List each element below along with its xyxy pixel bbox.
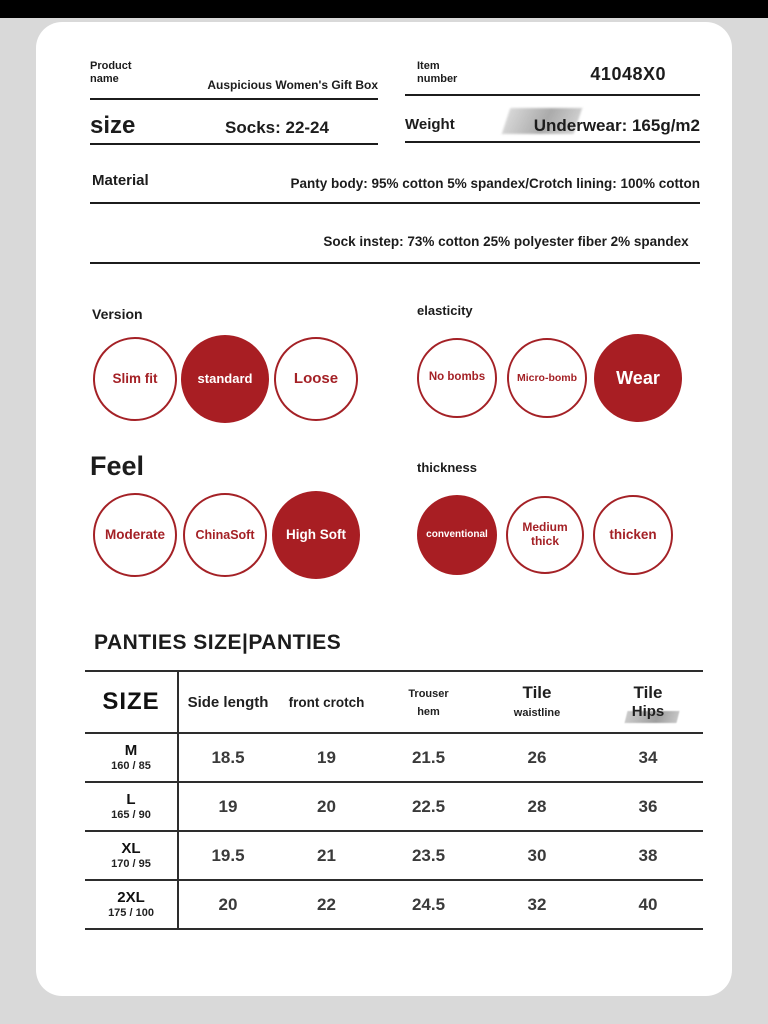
size-spec: 160 / 85 [111, 759, 151, 772]
size-cell [85, 831, 178, 880]
option-label: Slim fit [112, 371, 158, 387]
option-label: Micro-bomb [516, 371, 578, 384]
elasticity-option-wear [594, 334, 682, 422]
col-header-side-length: Side length [178, 671, 277, 733]
divider-line [90, 262, 700, 264]
option-label: ChinaSoft [195, 527, 255, 542]
col-header-text: Hips [631, 702, 665, 720]
table-row [85, 880, 703, 929]
option-label: High Soft [286, 527, 346, 543]
table-header-row [85, 671, 703, 733]
size-cell [85, 880, 178, 929]
elasticity-section-label: elasticity [417, 303, 473, 318]
thickness-section-label: thickness [417, 460, 477, 475]
material-label: Material [92, 172, 149, 189]
feel-option-moderate [93, 493, 177, 577]
size-label: size [90, 112, 136, 139]
version-option-loose [274, 337, 358, 421]
col-header-trouser-hem [376, 671, 481, 733]
value-cell: 19 [277, 733, 376, 782]
thickness-option-conventional [417, 495, 497, 575]
value-cell: 32 [481, 880, 593, 929]
size-table-title: PANTIES SIZE|PANTIES [94, 631, 342, 654]
value-cell: 19.5 [178, 831, 277, 880]
divider-line [90, 98, 378, 100]
size-spec: 170 / 95 [111, 857, 151, 870]
col-header-tile-hips [593, 671, 703, 733]
elasticity-option-no-bombs [417, 338, 497, 418]
product-name-value: Auspicious Women's Gift Box [207, 78, 378, 92]
value-cell: 28 [481, 782, 593, 831]
version-option-slim-fit [93, 337, 177, 421]
option-label: conventional [426, 529, 488, 541]
size-cell [85, 733, 178, 782]
table-row [85, 782, 703, 831]
size-name: XL [121, 840, 141, 858]
col-header-front-crotch: front crotch [277, 671, 376, 733]
value-cell: 20 [277, 782, 376, 831]
value-cell: 21 [277, 831, 376, 880]
panties-size-table [85, 670, 703, 930]
feel-option-high-soft [272, 491, 360, 579]
col-header-tile-waistline [481, 671, 593, 733]
weight-value: Underwear: 165g/m2 [533, 116, 700, 135]
value-cell: 38 [593, 831, 703, 880]
option-label: Medium thick [522, 520, 568, 548]
value-cell: 34 [593, 733, 703, 782]
value-cell: 19 [178, 782, 277, 831]
value-cell: 26 [481, 733, 593, 782]
version-section-label: Version [92, 306, 143, 322]
value-cell: 36 [593, 782, 703, 831]
elasticity-option-micro-bomb [507, 338, 587, 418]
thickness-option-medium-thick [506, 496, 584, 574]
spec-card [36, 22, 732, 996]
divider-line [405, 94, 700, 96]
material-value-sock: Sock instep: 73% cotton 25% polyester fiber 2% spandex [323, 234, 689, 249]
material-value-panty: Panty body: 95% cotton 5% spandex/Crotch lining: 100% cotton [290, 176, 700, 191]
option-label: Loose [293, 370, 339, 388]
option-label: Wear [616, 367, 660, 388]
col-header-text: Tile [522, 682, 552, 702]
option-label: No bombs [428, 371, 486, 384]
value-cell: 23.5 [376, 831, 481, 880]
item-number-value: 41048X0 [590, 64, 666, 84]
value-cell: 18.5 [178, 733, 277, 782]
size-name: L [126, 791, 136, 809]
top-border [0, 0, 768, 18]
table-row [85, 831, 703, 880]
value-cell: 30 [481, 831, 593, 880]
value-cell: 24.5 [376, 880, 481, 929]
size-spec: 165 / 90 [111, 808, 151, 821]
thickness-option-thicken [593, 495, 673, 575]
col-header-text: waistline [513, 706, 561, 719]
divider-line [90, 143, 378, 145]
feel-section-label: Feel [90, 451, 145, 481]
version-option-standard [181, 335, 269, 423]
size-spec: 175 / 100 [108, 906, 154, 919]
size-name: 2XL [117, 889, 145, 907]
divider-line [90, 202, 700, 204]
col-header-text: Tile [633, 682, 663, 702]
size-name: M [124, 742, 138, 760]
value-cell: 22.5 [376, 782, 481, 831]
option-label: Moderate [104, 527, 165, 543]
value-cell: 40 [593, 880, 703, 929]
col-header-text: hem [417, 706, 440, 718]
col-header-text: Trouser [408, 688, 449, 700]
value-cell: 20 [178, 880, 277, 929]
option-label: standard [197, 370, 253, 386]
feel-option-chinasoft [183, 493, 267, 577]
divider-line [405, 141, 700, 143]
table-row [85, 733, 703, 782]
product-name-label: Product name [90, 60, 132, 86]
value-cell: 21.5 [376, 733, 481, 782]
size-value: Socks: 22-24 [225, 118, 329, 137]
size-cell [85, 782, 178, 831]
col-header-size: SIZE [85, 671, 178, 733]
value-cell: 22 [277, 880, 376, 929]
weight-label: Weight [405, 116, 455, 133]
item-number-label: Item number [417, 60, 458, 86]
option-label: thicken [609, 527, 657, 543]
